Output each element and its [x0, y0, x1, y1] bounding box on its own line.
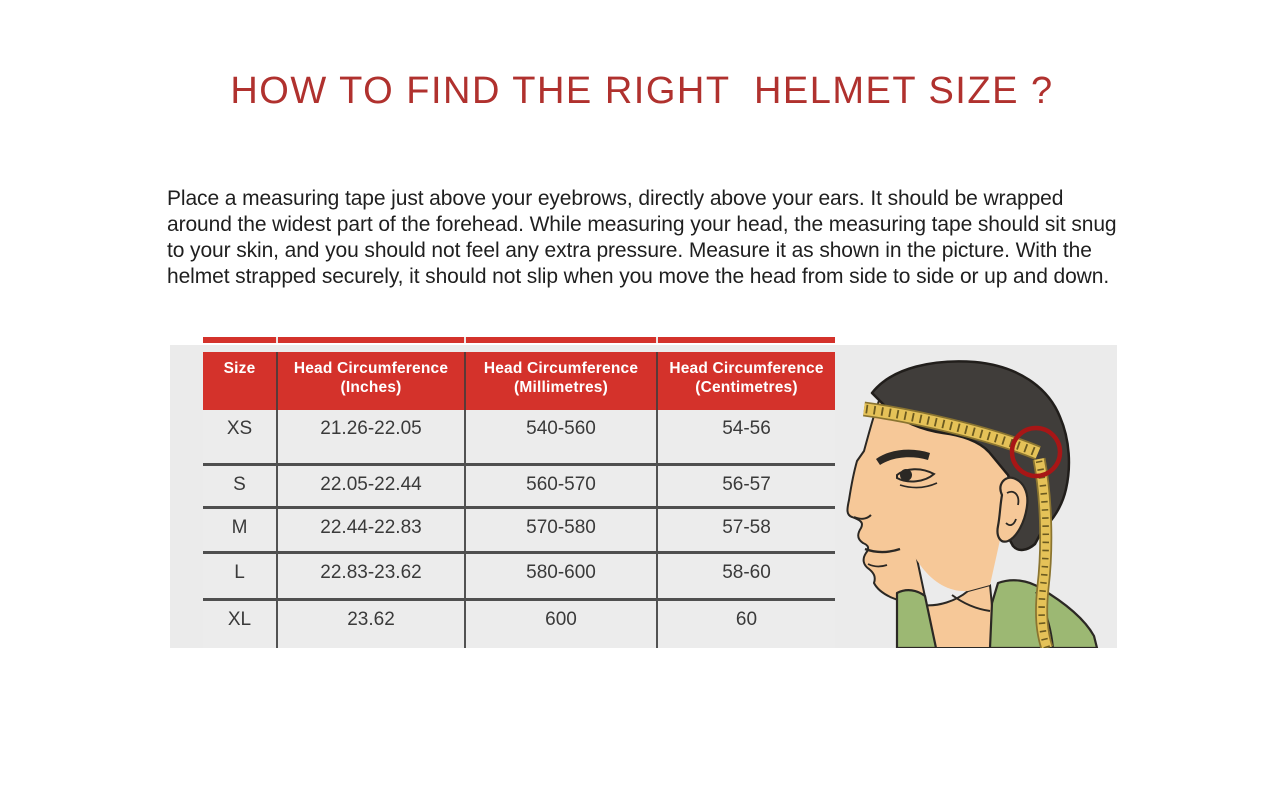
cell-l-inches: 22.83-23.62 [278, 551, 466, 598]
table-top-bar [203, 337, 835, 343]
eye-iris [900, 469, 912, 481]
header-cell-millimetres: Head Circumference (Millimetres) [466, 352, 658, 410]
page-title: HOW TO FIND THE RIGHT HELMET SIZE ? [230, 70, 1054, 112]
table-top-bar-segment [466, 337, 658, 343]
shirt-left-collar [897, 590, 936, 648]
table-top-bar-segment [658, 337, 835, 343]
cell-xs-centimetres: 54-56 [658, 410, 835, 463]
cell-xl-centimetres: 60 [658, 598, 835, 648]
cell-s-size: S [203, 463, 278, 506]
head-illustration [840, 345, 1117, 648]
cell-xl-millimetres: 600 [466, 598, 658, 648]
cell-l-millimetres: 580-600 [466, 551, 658, 598]
table-top-bar-segment [278, 337, 466, 343]
table-top-bar-segment [203, 337, 278, 343]
cell-xs-inches: 21.26-22.05 [278, 410, 466, 463]
cell-xs-size: XS [203, 410, 278, 463]
cell-xl-inches: 23.62 [278, 598, 466, 648]
cell-m-millimetres: 570-580 [466, 506, 658, 551]
header-cell-centimetres: Head Circumference (Centimetres) [658, 352, 835, 410]
cell-m-size: M [203, 506, 278, 551]
cell-m-inches: 22.44-22.83 [278, 506, 466, 551]
cell-s-millimetres: 560-570 [466, 463, 658, 506]
intro-text: Place a measuring tape just above your eyebrows, directly above your ears. It should be wrapped around the widest part of the forehead. While measuring your head, the measuring tape should sit snug to your skin, and you should not feel any extra pressure. Measure it as shown in the picture. With the helmet strapped securely, it should not slip when you move the head from side to side or up and down. [167, 187, 1117, 288]
header-cell-inches: Head Circumference (Inches) [278, 352, 466, 410]
header-cell-size: Size [203, 352, 278, 410]
cell-l-size: L [203, 551, 278, 598]
cell-xl-size: XL [203, 598, 278, 648]
cell-s-inches: 22.05-22.44 [278, 463, 466, 506]
cell-l-centimetres: 58-60 [658, 551, 835, 598]
size-chart-table [203, 352, 835, 648]
cell-s-centimetres: 56-57 [658, 463, 835, 506]
cell-xs-millimetres: 540-560 [466, 410, 658, 463]
cell-m-centimetres: 57-58 [658, 506, 835, 551]
